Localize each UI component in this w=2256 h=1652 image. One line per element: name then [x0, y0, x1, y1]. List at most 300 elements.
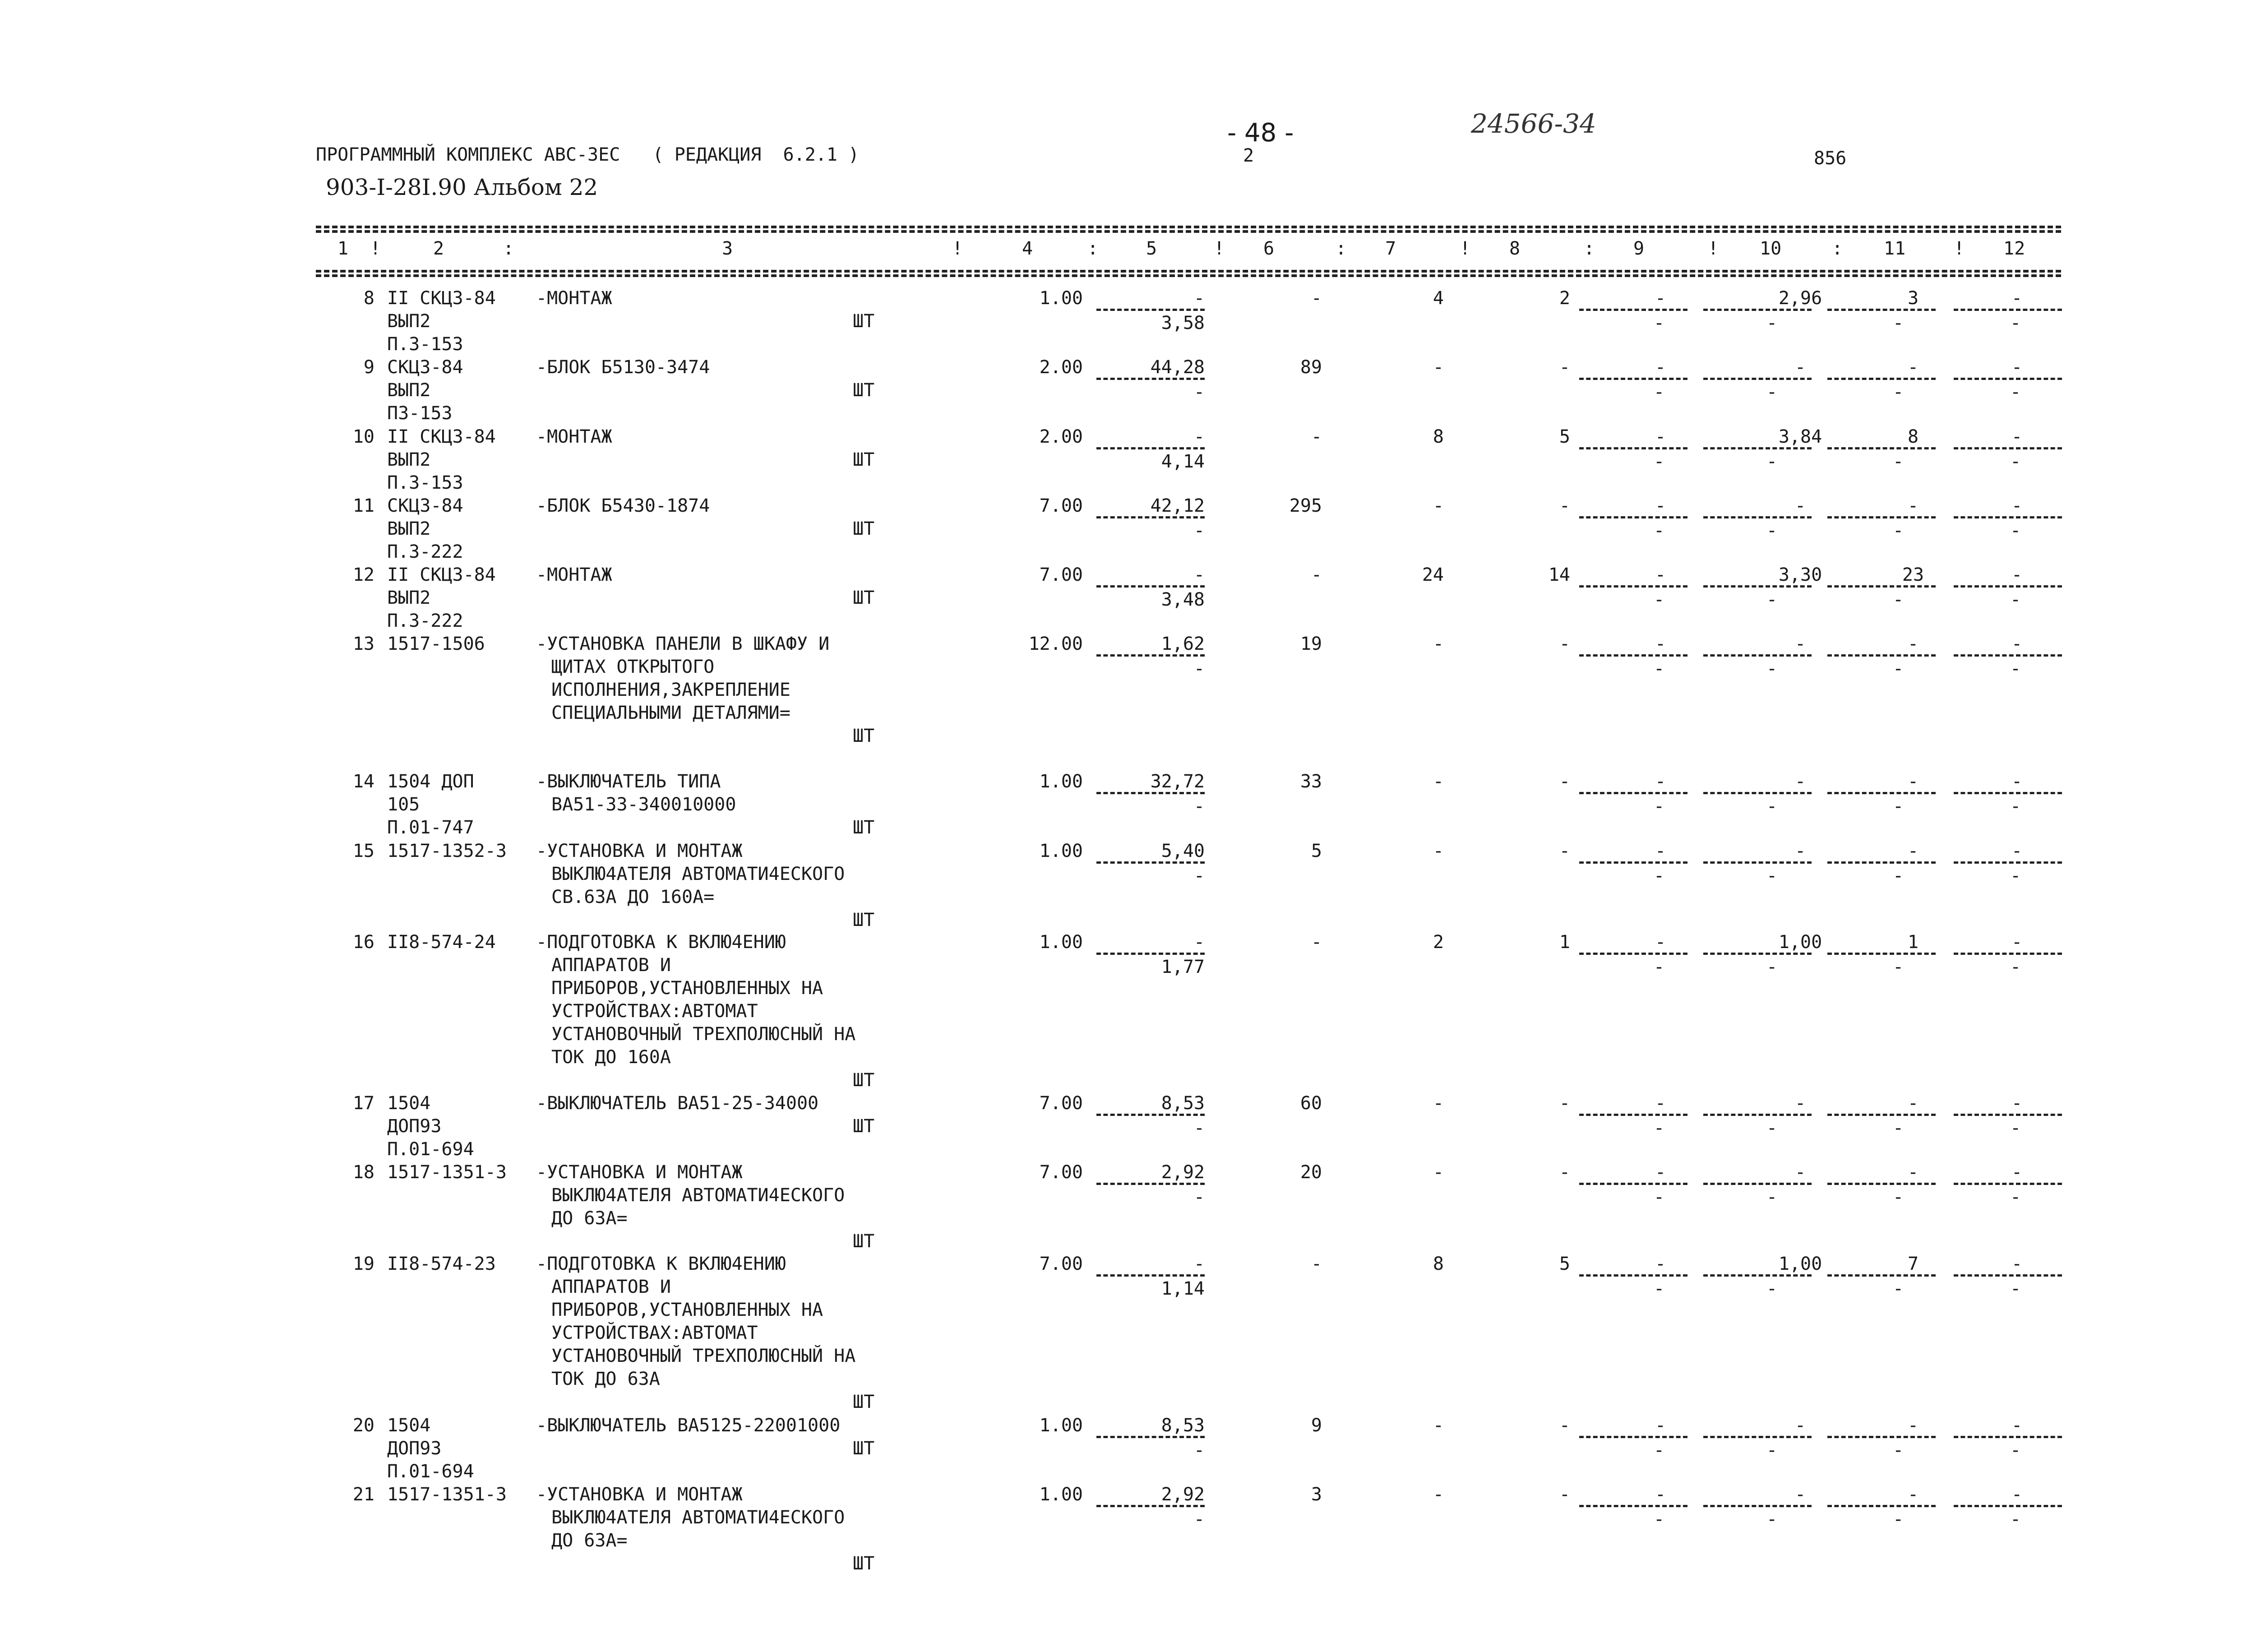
right-cell-divider [1827, 447, 1936, 449]
right-cell-divider [1954, 516, 2062, 518]
empty-cell-dash: - [1766, 313, 1778, 333]
row-col10: 3,84 [1778, 426, 1822, 447]
col5-divider [1096, 861, 1205, 864]
empty-cell-dash: - [2010, 1278, 2021, 1299]
column-header-3: 3 [722, 238, 733, 259]
right-cell-divider [1579, 378, 1687, 380]
row-col12: - [2011, 932, 2023, 953]
right-cell-divider [1954, 953, 2062, 955]
right-cell-divider [1954, 654, 2062, 657]
empty-cell-dash: - [2010, 589, 2021, 610]
row-quantity: 7.00 [1039, 565, 1083, 585]
row-col9: - [1655, 1254, 1666, 1274]
row-code: 1504 [387, 1415, 431, 1436]
column-separator: ! [1460, 238, 1471, 259]
row-quantity: 7.00 [1039, 1093, 1083, 1114]
column-separator: ! [370, 238, 381, 259]
row-col7: 8 [1433, 426, 1444, 447]
row-col5-secondary: 1,77 [1161, 957, 1205, 977]
row-code: II СКЦЗ-84 [387, 426, 496, 447]
row-description: УСТАНОВОЧНЫЙ ТРЕХПОЛЮСНЫЙ НА [551, 1024, 856, 1045]
column-header-1: 1 [337, 238, 349, 259]
right-cell-divider [1703, 1183, 1812, 1185]
row-col5: 32,72 [1150, 771, 1205, 792]
row-quantity: 2.00 [1039, 426, 1083, 447]
row-code: П.3-222 [387, 541, 463, 562]
row-col9: - [1655, 1415, 1666, 1436]
row-description: ВЫКЛЮ4АТЕЛЯ АВТОМАТИ4ЕСКОГО [551, 864, 845, 884]
row-col12: - [2011, 426, 2023, 447]
empty-cell-dash: - [1893, 589, 1904, 610]
row-code: ВЫП2 [387, 380, 431, 401]
col5-divider [1096, 585, 1205, 588]
right-cell-divider [1703, 447, 1812, 449]
row-col8: 5 [1559, 426, 1570, 447]
empty-cell-dash: - [2010, 1440, 2021, 1461]
column-header-7: 7 [1385, 238, 1396, 259]
row-col12: - [2011, 771, 2023, 792]
row-col5: - [1193, 932, 1205, 953]
right-cell-divider [1579, 447, 1687, 449]
row-description: ТОК ДО 160А [551, 1047, 671, 1068]
col5-divider [1096, 792, 1205, 794]
empty-cell-dash: - [1893, 1187, 1904, 1208]
row-col10: - [1794, 771, 1806, 792]
col5-divider [1096, 309, 1205, 311]
right-cell-divider [1703, 1114, 1812, 1116]
right-cell-divider [1954, 1114, 2062, 1116]
row-description: -ВЫКЛЮЧАТЕЛЬ ВА5125-22001000 [536, 1415, 841, 1436]
right-cell-divider [1827, 1114, 1936, 1116]
row-number: 14 [352, 771, 374, 792]
row-code: II СКЦЗ-84 [387, 565, 496, 585]
col5-divider [1096, 516, 1205, 518]
row-col5: 42,12 [1150, 495, 1205, 516]
right-cell-divider [1703, 953, 1812, 955]
column-separator: : [1336, 238, 1347, 259]
header-rule-bottom-2 [316, 274, 2061, 277]
right-cell-divider [1703, 585, 1812, 588]
right-cell-divider [1954, 1274, 2062, 1277]
row-code: ВЫП2 [387, 311, 431, 332]
row-code: 1504 ДОП [387, 771, 474, 792]
row-description: -БЛОК Б5130-3474 [536, 357, 710, 378]
row-col10: 2,96 [1778, 288, 1822, 309]
row-col9: - [1655, 288, 1666, 309]
empty-cell-dash: - [1654, 1440, 1665, 1461]
row-code: ПЗ-153 [387, 403, 453, 424]
empty-cell-dash: - [1893, 1278, 1904, 1299]
row-description: -УСТАНОВКА И МОНТАЖ [536, 841, 743, 861]
row-number: 8 [363, 288, 374, 309]
row-number: 19 [352, 1254, 374, 1274]
empty-cell-dash: - [2010, 865, 2021, 886]
row-col8: - [1559, 495, 1570, 516]
row-description: АППАРАТОВ И [551, 1277, 671, 1297]
row-col12: - [2011, 1093, 2023, 1114]
row-col9: - [1655, 1093, 1666, 1114]
row-col6: - [1311, 288, 1322, 309]
row-col12: - [2011, 1484, 2023, 1505]
row-col8: - [1559, 357, 1570, 378]
right-cell-divider [1703, 654, 1812, 657]
row-col7: 2 [1433, 932, 1444, 953]
row-description: ВЫКЛЮ4АТЕЛЯ АВТОМАТИ4ЕСКОГО [551, 1507, 845, 1528]
col5-divider [1096, 953, 1205, 955]
right-cell-divider [1703, 309, 1812, 311]
row-col10: - [1794, 495, 1806, 516]
row-quantity: 2.00 [1039, 357, 1083, 378]
row-code: СКЦЗ-84 [387, 495, 463, 516]
row-col11: - [1907, 771, 1919, 792]
row-col8: 5 [1559, 1254, 1570, 1274]
row-col9: - [1655, 841, 1666, 861]
row-description: -ВЫКЛЮЧАТЕЛЬ ТИПА [536, 771, 721, 792]
row-col5: 2,92 [1161, 1484, 1205, 1505]
empty-cell-dash: - [1766, 1440, 1778, 1461]
row-number: 20 [352, 1415, 374, 1436]
row-description: ПРИБОРОВ,УСТАНОВЛЕННЫХ НА [551, 978, 823, 999]
column-header-8: 8 [1509, 238, 1521, 259]
row-col12: - [2011, 357, 2023, 378]
right-cell-divider [1579, 1274, 1687, 1277]
empty-cell-dash: - [2010, 1187, 2021, 1208]
row-unit: ШТ [853, 380, 875, 401]
row-col5-secondary: 3,48 [1161, 589, 1205, 610]
column-header-9: 9 [1633, 238, 1645, 259]
empty-cell-dash: - [1654, 589, 1665, 610]
row-col5: 8,53 [1161, 1415, 1205, 1436]
row-col8: - [1559, 1415, 1570, 1436]
right-cell-divider [1827, 1183, 1936, 1185]
row-col6: - [1311, 932, 1322, 953]
right-cell-divider [1579, 1114, 1687, 1116]
row-col5-secondary: - [1193, 1509, 1205, 1530]
empty-cell-dash: - [1654, 865, 1665, 886]
column-separator: : [503, 238, 514, 259]
row-description: ИСПОЛНЕНИЯ,ЗАКРЕПЛЕНИЕ [551, 680, 791, 700]
row-quantity: 1.00 [1039, 288, 1083, 309]
right-cell-divider [1827, 953, 1936, 955]
empty-cell-dash: - [2010, 382, 2021, 403]
column-header-6: 6 [1263, 238, 1275, 259]
row-code: П.3-153 [387, 334, 463, 355]
row-col9: - [1655, 357, 1666, 378]
col5-divider [1096, 654, 1205, 657]
right-cell-divider [1827, 1274, 1936, 1277]
row-quantity: 1.00 [1039, 1484, 1083, 1505]
empty-cell-dash: - [1766, 957, 1778, 977]
right-cell-divider [1703, 1505, 1812, 1507]
empty-cell-dash: - [1893, 658, 1904, 679]
empty-cell-dash: - [1654, 451, 1665, 472]
row-code: II СКЦЗ-84 [387, 288, 496, 309]
right-cell-divider [1827, 792, 1936, 794]
row-description: ДО 63А= [551, 1208, 628, 1229]
row-code: 1504 [387, 1093, 431, 1114]
right-cell-divider [1827, 309, 1936, 311]
row-col5: - [1193, 1254, 1205, 1274]
empty-cell-dash: - [1654, 957, 1665, 977]
row-description: -МОНТАЖ [536, 565, 612, 585]
right-cell-divider [1827, 378, 1936, 380]
empty-cell-dash: - [2010, 957, 2021, 977]
row-code: ДОП93 [387, 1438, 442, 1459]
row-unit: ШТ [853, 817, 875, 838]
row-quantity: 1.00 [1039, 1415, 1083, 1436]
row-col8: - [1559, 634, 1570, 654]
row-col5: - [1193, 288, 1205, 309]
row-col12: - [2011, 565, 2023, 585]
right-cell-divider [1954, 1183, 2062, 1185]
row-col12: - [2011, 1415, 2023, 1436]
right-cell-divider [1579, 1183, 1687, 1185]
row-description: -ПОДГОТОВКА К ВКЛЮ4ЕНИЮ [536, 932, 786, 953]
empty-cell-dash: - [2010, 451, 2021, 472]
column-separator: ! [1708, 238, 1719, 259]
row-col8: - [1559, 1484, 1570, 1505]
right-cell-divider [1954, 585, 2062, 588]
row-col12: - [2011, 495, 2023, 516]
row-description: -УСТАНОВКА И МОНТАЖ [536, 1484, 743, 1505]
right-cell-divider [1827, 585, 1936, 588]
row-unit: ШТ [853, 518, 875, 539]
row-code: СКЦЗ-84 [387, 357, 463, 378]
row-col11: - [1907, 1093, 1919, 1114]
empty-cell-dash: - [1893, 382, 1904, 403]
right-cell-divider [1954, 447, 2062, 449]
row-col6: 9 [1311, 1415, 1322, 1436]
row-col6: 295 [1289, 495, 1322, 516]
col5-divider [1096, 1436, 1205, 1438]
row-description: ЩИТАХ ОТКРЫТОГО [551, 657, 715, 677]
row-code: П.01-694 [387, 1139, 474, 1160]
column-separator: ! [952, 238, 963, 259]
row-col11: - [1907, 634, 1919, 654]
row-description: ПРИБОРОВ,УСТАНОВЛЕННЫХ НА [551, 1300, 823, 1320]
row-col7: - [1433, 495, 1444, 516]
row-unit: ШТ [853, 449, 875, 470]
row-code: II8-574-23 [387, 1254, 496, 1274]
row-col5-secondary: - [1193, 1440, 1205, 1461]
row-col10: - [1794, 634, 1806, 654]
album-reference: 903-I-28I.90 Альбом 22 [326, 174, 598, 200]
row-col6: 33 [1300, 771, 1322, 792]
row-unit: ШТ [853, 588, 875, 608]
row-code: П.01-694 [387, 1461, 474, 1482]
row-number: 12 [352, 565, 374, 585]
right-cell-divider [1954, 792, 2062, 794]
row-col5: - [1193, 565, 1205, 585]
row-code: ВЫП2 [387, 449, 431, 470]
right-cell-divider [1827, 861, 1936, 864]
right-cell-divider [1579, 585, 1687, 588]
row-description: -ПОДГОТОВКА К ВКЛЮ4ЕНИЮ [536, 1254, 786, 1274]
empty-cell-dash: - [1766, 382, 1778, 403]
row-col8: 14 [1548, 565, 1570, 585]
row-col9: - [1655, 932, 1666, 953]
row-code: 1517-1506 [387, 634, 485, 654]
row-description: СВ.63А ДО 160А= [551, 887, 715, 907]
empty-cell-dash: - [2010, 1509, 2021, 1530]
row-description: УСТАНОВОЧНЫЙ ТРЕХПОЛЮСНЫЙ НА [551, 1346, 856, 1366]
row-col11: - [1907, 495, 1919, 516]
row-col5-secondary: 1,14 [1161, 1278, 1205, 1299]
empty-cell-dash: - [2010, 658, 2021, 679]
row-number: 15 [352, 841, 374, 861]
row-col6: 19 [1300, 634, 1322, 654]
empty-cell-dash: - [1893, 957, 1904, 977]
row-col12: - [2011, 1254, 2023, 1274]
empty-cell-dash: - [1893, 1440, 1904, 1461]
row-description: УСТРОЙСТВАХ:АВТОМАТ [551, 1323, 758, 1343]
row-unit: ШТ [853, 910, 875, 930]
row-col11: 1 [1907, 932, 1919, 953]
row-col6: 5 [1311, 841, 1322, 861]
column-header-10: 10 [1760, 238, 1782, 259]
row-col6: - [1311, 565, 1322, 585]
right-cell-divider [1954, 1505, 2062, 1507]
row-col11: - [1907, 1484, 1919, 1505]
row-col11: 7 [1907, 1254, 1919, 1274]
empty-cell-dash: - [1654, 796, 1665, 817]
row-col5-secondary: 4,14 [1161, 451, 1205, 472]
row-col5: 2,92 [1161, 1162, 1205, 1183]
column-header-5: 5 [1146, 238, 1157, 259]
row-col5-secondary: 3,58 [1161, 313, 1205, 333]
row-col7: - [1433, 1415, 1444, 1436]
row-col9: - [1655, 1162, 1666, 1183]
row-col7: - [1433, 841, 1444, 861]
header-rule-top-2 [316, 230, 2061, 233]
column-header-12: 12 [2003, 238, 2025, 259]
row-description: УСТРОЙСТВАХ:АВТОМАТ [551, 1001, 758, 1022]
row-code: П.3-222 [387, 611, 463, 631]
row-quantity: 1.00 [1039, 841, 1083, 861]
right-cell-divider [1827, 1505, 1936, 1507]
right-cell-divider [1827, 1436, 1936, 1438]
row-col10: - [1794, 1484, 1806, 1505]
row-col6: 20 [1300, 1162, 1322, 1183]
row-col11: 23 [1902, 565, 1924, 585]
empty-cell-dash: - [1654, 520, 1665, 541]
row-col5-secondary: - [1193, 520, 1205, 541]
row-number: 21 [352, 1484, 374, 1505]
program-title: ПРОГРАММНЫЙ КОМПЛЕКС АВС-3ЕС ( РЕДАКЦИЯ 6.2.1 ) [316, 144, 860, 165]
empty-cell-dash: - [1654, 1509, 1665, 1530]
row-col6: 3 [1311, 1484, 1322, 1505]
empty-cell-dash: - [1766, 589, 1778, 610]
row-col9: - [1655, 1484, 1666, 1505]
right-cell-divider [1703, 516, 1812, 518]
row-unit: ШТ [853, 1231, 875, 1252]
right-cell-divider [1703, 792, 1812, 794]
row-code: 1517-1351-3 [387, 1162, 507, 1183]
row-col7: 4 [1433, 288, 1444, 309]
row-col7: - [1433, 1484, 1444, 1505]
empty-cell-dash: - [1766, 1187, 1778, 1208]
empty-cell-dash: - [1893, 451, 1904, 472]
sheet-code: 856 [1814, 148, 1847, 169]
row-col11: - [1907, 1162, 1919, 1183]
row-col11: 8 [1907, 426, 1919, 447]
row-description: ТОК ДО 63А [551, 1369, 660, 1389]
right-cell-divider [1579, 1436, 1687, 1438]
col5-divider [1096, 378, 1205, 380]
empty-cell-dash: - [1654, 658, 1665, 679]
column-header-11: 11 [1884, 238, 1906, 259]
page-sub-number: 2 [1243, 145, 1254, 166]
row-description: -УСТАНОВКА И МОНТАЖ [536, 1162, 743, 1183]
row-col7: - [1433, 1093, 1444, 1114]
row-col9: - [1655, 565, 1666, 585]
row-col9: - [1655, 634, 1666, 654]
row-code: II8-574-24 [387, 932, 496, 953]
right-cell-divider [1827, 654, 1936, 657]
row-col5-secondary: - [1193, 658, 1205, 679]
row-number: 11 [352, 495, 374, 516]
right-cell-divider [1579, 516, 1687, 518]
row-number: 18 [352, 1162, 374, 1183]
right-cell-divider [1703, 1274, 1812, 1277]
row-col11: - [1907, 841, 1919, 861]
empty-cell-dash: - [2010, 1118, 2021, 1138]
row-unit: ШТ [853, 311, 875, 332]
row-col5: 44,28 [1150, 357, 1205, 378]
row-col10: 3,30 [1778, 565, 1822, 585]
empty-cell-dash: - [1654, 1187, 1665, 1208]
column-header-2: 2 [433, 238, 444, 259]
row-col5-secondary: - [1193, 1118, 1205, 1138]
row-number: 10 [352, 426, 374, 447]
row-code: ВЫП2 [387, 518, 431, 539]
row-col10: 1,00 [1778, 932, 1822, 953]
row-quantity: 1.00 [1039, 932, 1083, 953]
empty-cell-dash: - [2010, 520, 2021, 541]
row-description: -ВЫКЛЮЧАТЕЛЬ ВА51-25-34000 [536, 1093, 819, 1114]
right-cell-divider [1579, 792, 1687, 794]
row-unit: ШТ [853, 1116, 875, 1137]
row-col12: - [2011, 288, 2023, 309]
row-code: 1517-1352-3 [387, 841, 507, 861]
right-cell-divider [1954, 378, 2062, 380]
empty-cell-dash: - [1893, 796, 1904, 817]
row-col12: - [2011, 841, 2023, 861]
column-separator: : [1087, 238, 1099, 259]
empty-cell-dash: - [1766, 1118, 1778, 1138]
right-cell-divider [1703, 378, 1812, 380]
empty-cell-dash: - [1654, 382, 1665, 403]
empty-cell-dash: - [1654, 1118, 1665, 1138]
column-separator: : [1584, 238, 1595, 259]
row-col8: - [1559, 1093, 1570, 1114]
row-col5: 8,53 [1161, 1093, 1205, 1114]
row-unit: ШТ [853, 1438, 875, 1459]
row-code: П.01-747 [387, 817, 474, 838]
row-col5: 1,62 [1161, 634, 1205, 654]
header-rule-top [316, 226, 2061, 228]
row-col7: - [1433, 1162, 1444, 1183]
row-col5-secondary: - [1193, 865, 1205, 886]
row-code: П.3-153 [387, 472, 463, 493]
row-description: ВА51-33-340010000 [551, 794, 736, 815]
empty-cell-dash: - [1766, 451, 1778, 472]
right-cell-divider [1579, 309, 1687, 311]
row-col5: - [1193, 426, 1205, 447]
empty-cell-dash: - [1893, 520, 1904, 541]
row-col11: 3 [1907, 288, 1919, 309]
header-rule-bottom [316, 270, 2061, 273]
